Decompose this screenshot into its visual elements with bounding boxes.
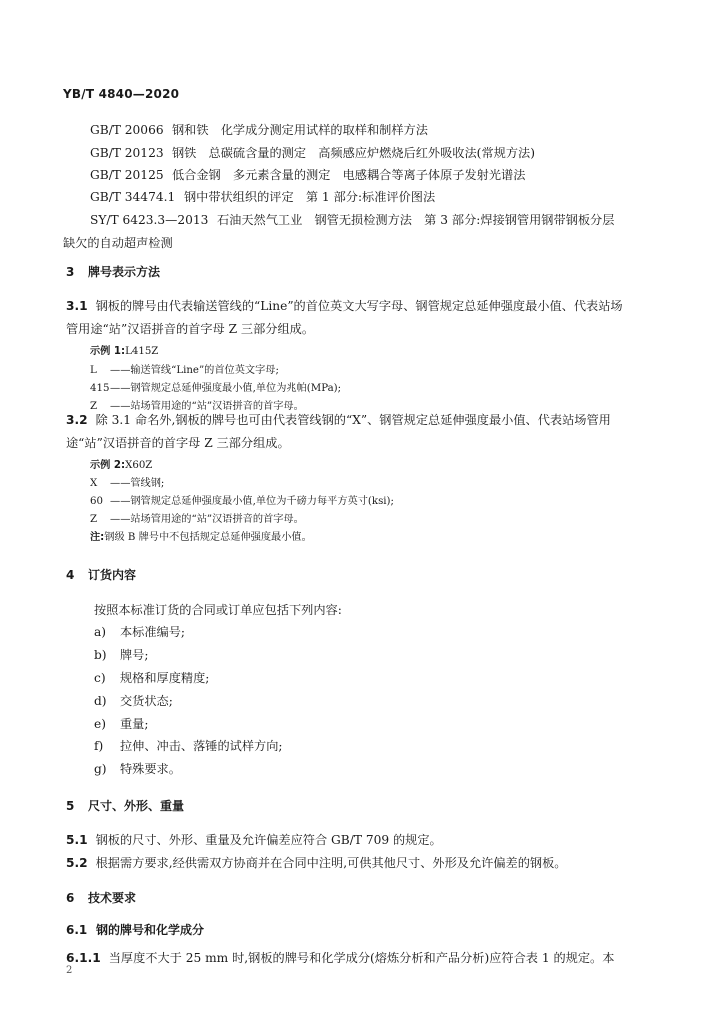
- section-number: 3: [66, 265, 75, 279]
- clause-text: 当厚度不大于 25 mm 时,钢板的牌号和化学成分(熔炼分析和产品分析)应符合表 1 的规定。本: [108, 951, 615, 965]
- reference-code: GB/T 20123: [90, 146, 164, 160]
- list-text: 本标准编号;: [120, 625, 186, 639]
- clause-text: 钢板的牌号由代表输送管线的“Line”的首位英文大写字母、钢管规定总延伸强度最小值、代表站场: [95, 299, 623, 313]
- list-text: 特殊要求。: [120, 762, 181, 776]
- list-marker: d): [94, 694, 107, 708]
- example-symbol: L: [90, 365, 97, 376]
- list-marker: g): [94, 762, 107, 776]
- example-title: 示例 1:: [90, 346, 126, 357]
- section-heading: [66, 263, 160, 280]
- example-symbol: X: [90, 478, 98, 489]
- order-intro: 按照本标准订货的合同或订单应包括下列内容:: [94, 603, 342, 617]
- list-text: 规格和厚度精度;: [120, 671, 210, 685]
- example-description: ——管线钢;: [110, 478, 165, 489]
- reference-code: SY/T 6423.3—2013: [90, 213, 209, 227]
- list-item: [94, 760, 181, 777]
- subsection-title: 钢的牌号和化学成分: [96, 923, 205, 937]
- clause-number: 6.1.1: [66, 951, 101, 965]
- list-text: 拉伸、冲击、落锤的试样方向;: [120, 739, 283, 753]
- reference-item: [90, 121, 428, 138]
- list-marker: f): [94, 739, 104, 753]
- example-description: ——站场管用途的“站”汉语拼音的首字母。: [110, 401, 304, 412]
- section-title: 技术要求: [88, 891, 137, 905]
- list-text: 牌号;: [120, 648, 149, 662]
- section-heading: [66, 889, 136, 906]
- list-item: [94, 692, 173, 709]
- list-marker: c): [94, 671, 106, 685]
- example-description: ——站场管用途的“站”汉语拼音的首字母。: [110, 514, 304, 525]
- reference-title: 钢铁 总碳硫含量的测定 高频感应炉燃烧后红外吸收法(常规方法): [172, 146, 535, 160]
- list-marker: e): [94, 717, 106, 731]
- section-number: 6: [66, 891, 75, 905]
- list-item: [94, 669, 209, 686]
- example-item: [90, 492, 394, 507]
- example-symbol: 415: [90, 383, 110, 394]
- example-item: [90, 361, 279, 376]
- note-label: 注:: [90, 532, 105, 543]
- reference-title: 石油天然气工业 钢管无损检测方法 第 3 部分:焊接钢管用钢带钢板分层: [217, 213, 615, 227]
- document-header: YB/T 4840—2020: [63, 87, 180, 101]
- section-number: 5: [66, 799, 75, 813]
- example-symbol: Z: [90, 401, 98, 412]
- list-item: [94, 715, 148, 732]
- example-item: [90, 379, 341, 394]
- page-number: 2: [66, 965, 73, 976]
- example-label: [90, 456, 152, 471]
- example-item: [90, 510, 304, 525]
- clause-paragraph: [66, 831, 442, 848]
- reference-continuation: 缺欠的自动超声检测: [63, 236, 173, 250]
- example-symbol: Z: [90, 514, 98, 525]
- clause-paragraph: [66, 949, 614, 966]
- clause-number: 3.1: [66, 299, 88, 313]
- clause-number: 5.2: [66, 856, 88, 870]
- clause-continuation: 管用途“站”汉语拼音的首字母 Z 三部分组成。: [66, 322, 315, 336]
- reference-title: 低合金钢 多元素含量的测定 电感耦合等离子体原子发射光谱法: [172, 168, 526, 182]
- list-item: [94, 737, 283, 754]
- section-title: 订货内容: [88, 568, 137, 582]
- subsection-heading: [66, 921, 204, 938]
- section-heading: [66, 797, 184, 814]
- example-value: X60Z: [125, 460, 153, 471]
- example-label: [90, 342, 158, 357]
- reference-title: 钢中带状组织的评定 第 1 部分:标准评价图法: [184, 190, 436, 204]
- clause-text: 根据需方要求,经供需双方协商并在合同中注明,可供其他尺寸、外形及允许偏差的钢板。: [95, 856, 567, 870]
- clause-number: 5.1: [66, 833, 88, 847]
- note: [90, 528, 312, 543]
- example-symbol: 60: [90, 496, 103, 507]
- list-marker: b): [94, 648, 107, 662]
- clause-text: 钢板的尺寸、外形、重量及允许偏差应符合 GB/T 709 的规定。: [95, 833, 442, 847]
- reference-item: [90, 144, 535, 161]
- reference-item: [90, 166, 525, 183]
- list-text: 重量;: [120, 717, 149, 731]
- note-text: 钢级 B 牌号中不包括规定总延伸强度最小值。: [104, 532, 312, 543]
- clause-paragraph: [66, 854, 566, 871]
- example-description: ——输送管线“Line”的首位英文字母;: [110, 365, 279, 376]
- reference-code: GB/T 20125: [90, 168, 164, 182]
- example-item: [90, 397, 304, 412]
- reference-code: GB/T 20066: [90, 123, 164, 137]
- reference-item: [90, 188, 435, 205]
- example-title: 示例 2:: [90, 460, 126, 471]
- section-heading: [66, 566, 136, 583]
- list-item: [94, 623, 185, 640]
- section-title: 牌号表示方法: [88, 265, 161, 279]
- reference-item: [90, 211, 614, 228]
- section-title: 尺寸、外形、重量: [88, 799, 185, 813]
- clause-text: 除 3.1 命名外,钢板的牌号也可由代表管线钢的“X”、钢管规定总延伸强度最小值、代表站场管用: [95, 413, 611, 427]
- example-description: ——钢管规定总延伸强度最小值,单位为千磅力每平方英寸(ksi);: [110, 496, 394, 507]
- clause-paragraph: [66, 297, 623, 314]
- example-item: [90, 474, 164, 489]
- reference-code: GB/T 34474.1: [90, 190, 176, 204]
- list-text: 交货状态;: [120, 694, 173, 708]
- clause-number: 3.2: [66, 413, 88, 427]
- example-description: ——钢管规定总延伸强度最小值,单位为兆帕(MPa);: [110, 383, 342, 394]
- section-number: 4: [66, 568, 75, 582]
- clause-continuation: 途“站”汉语拼音的首字母 Z 三部分组成。: [66, 436, 290, 450]
- clause-paragraph: [66, 411, 611, 428]
- subsection-number: 6.1: [66, 923, 88, 937]
- reference-title: 钢和铁 化学成分测定用试样的取样和制样方法: [172, 123, 428, 137]
- list-marker: a): [94, 625, 107, 639]
- example-value: L415Z: [125, 346, 159, 357]
- list-item: [94, 646, 148, 663]
